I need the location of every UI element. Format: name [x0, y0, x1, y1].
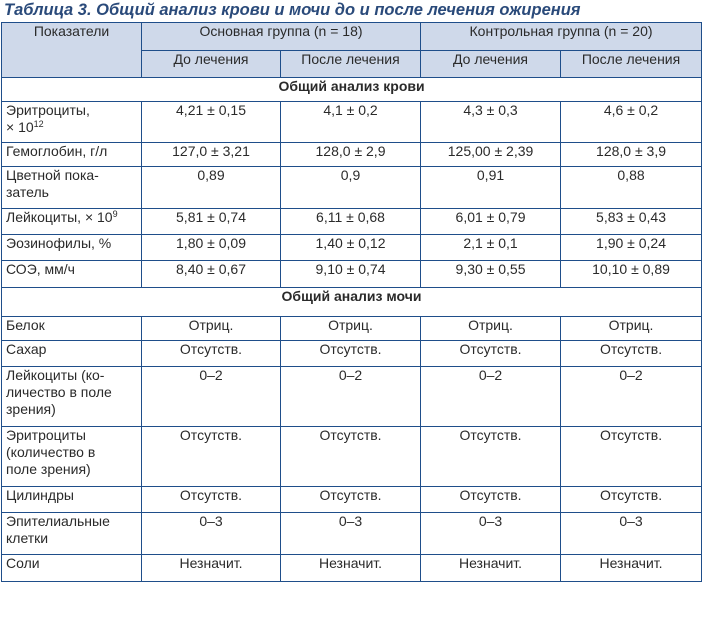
cell-control-after: 10,10 ± 0,89	[561, 261, 702, 288]
table-row	[2, 235, 702, 261]
cell-control-after: Незначит.	[561, 555, 702, 582]
cell-control-after: Отриц.	[561, 317, 702, 341]
row-label-line: затель	[6, 184, 49, 200]
cell-main-after: 0–3	[281, 513, 421, 555]
cell-main-after: 4,1 ± 0,2	[281, 102, 421, 143]
row-label-line: Лейкоциты, × 10	[6, 209, 113, 225]
cell-control-after: 0–2	[561, 367, 702, 427]
cell-control-before: 0–3	[421, 513, 561, 555]
cell-control-before: 0–2	[421, 367, 561, 427]
cell-control-before: 2,1 ± 0,1	[421, 235, 561, 261]
cell-main-before: Отсутств.	[142, 341, 281, 367]
row-label-line: Цветной пока-	[6, 167, 99, 183]
cell-main-before: 0–2	[142, 367, 281, 427]
row-label: Эозинофилы, %	[2, 235, 142, 261]
cell-control-before: Отсутств.	[421, 341, 561, 367]
table-row	[2, 341, 702, 367]
cell-main-after: 0–2	[281, 367, 421, 427]
row-label: Соли	[2, 555, 142, 582]
cell-main-after: 1,40 ± 0,12	[281, 235, 421, 261]
cell-control-before: 6,01 ± 0,79	[421, 209, 561, 235]
row-label: СОЭ, мм/ч	[2, 261, 142, 288]
cell-control-after: 1,90 ± 0,24	[561, 235, 702, 261]
cell-control-after: 0–3	[561, 513, 702, 555]
table-row	[2, 487, 702, 513]
row-label: Белок	[2, 317, 142, 341]
header-main-after: После лечения	[281, 51, 421, 78]
header-indicators: Показатели	[2, 23, 142, 78]
table-title: Таблица 3. Общий анализ крови и мочи до и после лечения ожирения	[4, 1, 581, 19]
row-label	[2, 102, 142, 143]
table-row	[2, 427, 702, 487]
table-row	[2, 513, 702, 555]
header-control-group: Контрольная группа (n = 20)	[421, 23, 702, 51]
cell-main-before: Отсутств.	[142, 427, 281, 487]
row-label	[2, 513, 142, 555]
cell-main-before: Отсутств.	[142, 487, 281, 513]
table-row	[2, 167, 702, 209]
row-label	[2, 367, 142, 427]
row-label-line: Эритроциты,	[6, 102, 90, 118]
row-label: Гемоглобин, г/л	[2, 143, 142, 167]
table-row	[2, 143, 702, 167]
row-label-line: Эпителиальные	[6, 513, 110, 529]
cell-main-before: 1,80 ± 0,09	[142, 235, 281, 261]
cell-main-after: Отсутств.	[281, 341, 421, 367]
table-row	[2, 102, 702, 143]
row-label	[2, 209, 142, 235]
row-label-line: зрения)	[6, 401, 56, 417]
table-row	[2, 317, 702, 341]
header-main-before: До лечения	[142, 51, 281, 78]
cell-main-before: 4,21 ± 0,15	[142, 102, 281, 143]
table-row	[2, 209, 702, 235]
cell-control-after: Отсутств.	[561, 487, 702, 513]
cell-main-before: 127,0 ± 3,21	[142, 143, 281, 167]
row-label-line: поле зрения)	[6, 461, 91, 477]
cell-control-before: Отсутств.	[421, 427, 561, 487]
cell-control-after: Отсутств.	[561, 427, 702, 487]
cell-main-after: 6,11 ± 0,68	[281, 209, 421, 235]
header-control-before: До лечения	[421, 51, 561, 78]
table-row	[2, 261, 702, 288]
header-control-after: После лечения	[561, 51, 702, 78]
cell-main-after: 0,9	[281, 167, 421, 209]
table-row	[2, 367, 702, 427]
row-label-superscript: 9	[112, 209, 118, 219]
row-label: Цилиндры	[2, 487, 142, 513]
cell-main-after: Незначит.	[281, 555, 421, 582]
cell-main-before: 0–3	[142, 513, 281, 555]
cell-main-before: Незначит.	[142, 555, 281, 582]
section-urine: Общий анализ мочи	[2, 288, 702, 317]
row-label	[2, 167, 142, 209]
row-label-line: клетки	[6, 530, 49, 546]
cell-main-before: 5,81 ± 0,74	[142, 209, 281, 235]
row-label-line: личество в поле	[6, 384, 112, 400]
cell-control-before: Незначит.	[421, 555, 561, 582]
section-blood: Общий анализ крови	[2, 78, 702, 102]
cell-main-before: Отриц.	[142, 317, 281, 341]
row-label-line: Эритроциты	[6, 427, 86, 443]
cell-control-before: 0,91	[421, 167, 561, 209]
header-main-group: Основная группа (n = 18)	[142, 23, 421, 51]
cell-control-before: Отриц.	[421, 317, 561, 341]
table-row	[2, 555, 702, 582]
cell-main-after: 128,0 ± 2,9	[281, 143, 421, 167]
cell-control-before: 4,3 ± 0,3	[421, 102, 561, 143]
cell-main-after: Отриц.	[281, 317, 421, 341]
row-label	[2, 427, 142, 487]
cell-main-before: 8,40 ± 0,67	[142, 261, 281, 288]
row-label-line: Лейкоциты (ко-	[6, 367, 105, 383]
cell-control-after: 5,83 ± 0,43	[561, 209, 702, 235]
cell-main-after: Отсутств.	[281, 487, 421, 513]
cell-control-after: Отсутств.	[561, 341, 702, 367]
blood-urine-table	[1, 22, 702, 582]
cell-control-before: 125,00 ± 2,39	[421, 143, 561, 167]
cell-control-after: 128,0 ± 3,9	[561, 143, 702, 167]
row-label-line: × 10	[6, 119, 34, 135]
row-label: Сахар	[2, 341, 142, 367]
cell-main-after: 9,10 ± 0,74	[281, 261, 421, 288]
cell-main-before: 0,89	[142, 167, 281, 209]
row-label-superscript: 12	[33, 119, 44, 129]
cell-main-after: Отсутств.	[281, 427, 421, 487]
row-label-line: (количество в	[6, 444, 96, 460]
cell-control-after: 4,6 ± 0,2	[561, 102, 702, 143]
cell-control-after: 0,88	[561, 167, 702, 209]
cell-control-before: Отсутств.	[421, 487, 561, 513]
cell-control-before: 9,30 ± 0,55	[421, 261, 561, 288]
